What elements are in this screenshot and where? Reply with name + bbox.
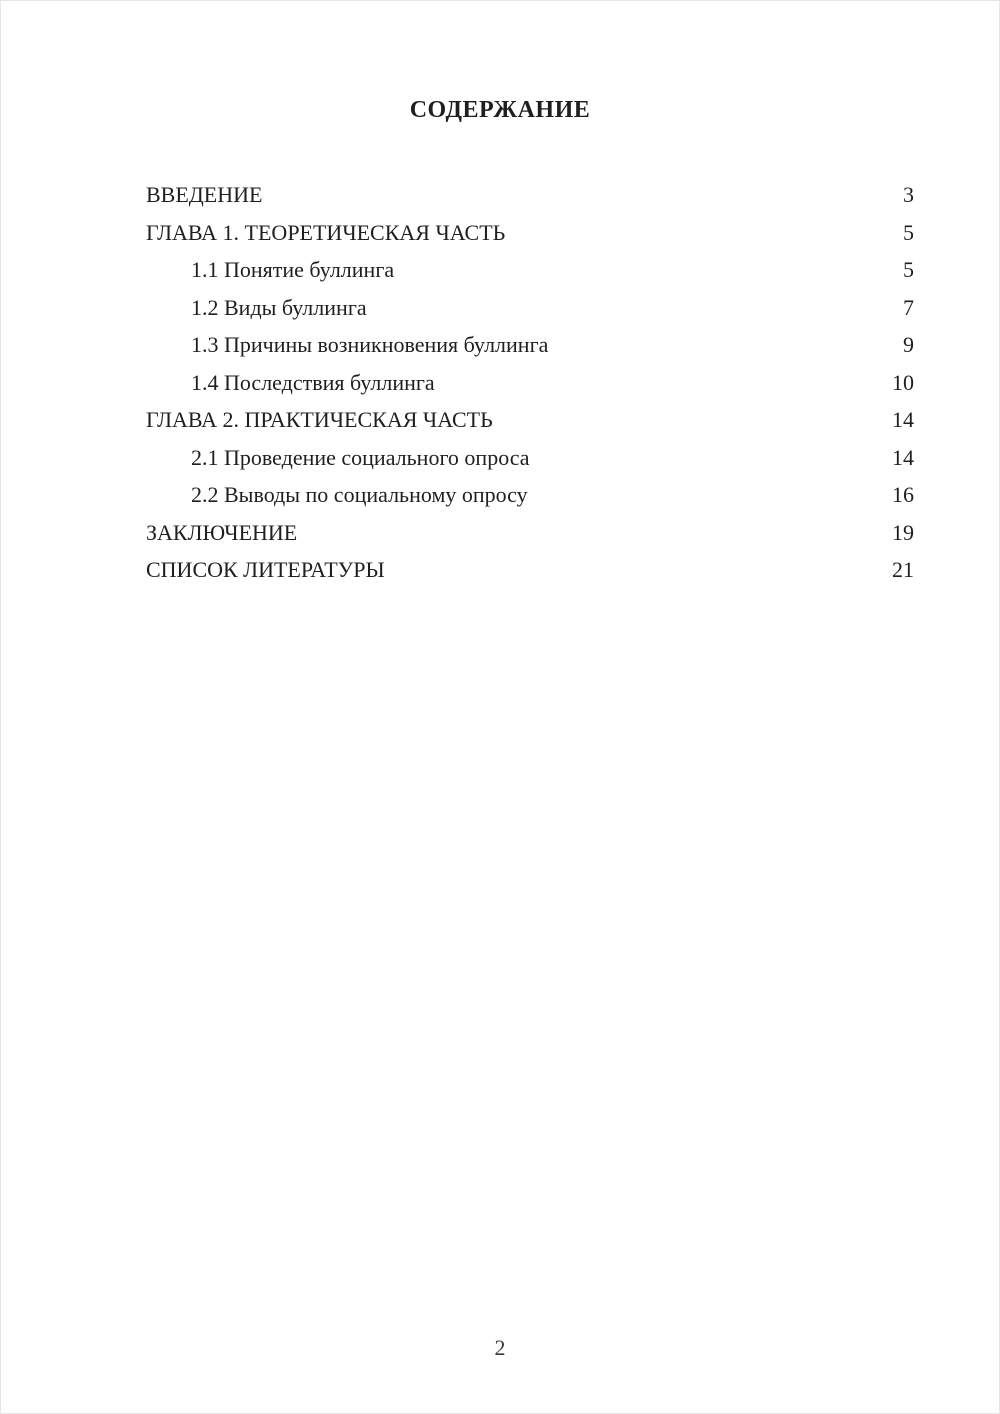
toc-entry-label: 2.2 Выводы по социальному опросу: [191, 482, 528, 507]
toc-entry: [146, 251, 914, 289]
toc-entry: [146, 401, 914, 439]
toc-entry-page: 10: [892, 369, 914, 395]
toc-entry: [146, 439, 914, 477]
toc-entry-page: 3: [903, 182, 914, 207]
toc-entry-page: 9: [903, 332, 914, 357]
table-of-contents: [146, 176, 914, 589]
toc-entry-label: 2.1 Проведение социального опроса: [191, 444, 530, 470]
toc-entry: [146, 514, 914, 552]
page-number: 2: [494, 1335, 506, 1360]
toc-entry-label: ГЛАВА 2. ПРАКТИЧЕСКАЯ ЧАСТЬ: [146, 407, 493, 432]
toc-entry-label: ЗАКЛЮЧЕНИЕ: [146, 519, 298, 545]
toc-entry: [146, 551, 914, 589]
toc-entry-label: ГЛАВА 1. ТЕОРЕТИЧЕСКАЯ ЧАСТЬ: [146, 219, 506, 245]
toc-entry-label: СПИСОК ЛИТЕРАТУРЫ: [146, 557, 385, 582]
toc-entry: [146, 176, 914, 214]
toc-entry-page: 14: [892, 407, 914, 432]
toc-entry-page: 16: [892, 482, 914, 507]
toc-entry-label: 1.3 Причины возникновения буллинга: [191, 332, 549, 357]
toc-entry-label: 1.2 Виды буллинга: [191, 294, 367, 320]
toc-entry-label: ВВЕДЕНИЕ: [146, 182, 263, 207]
toc-entry-page: 21: [892, 557, 914, 582]
toc-entry: [146, 476, 914, 514]
page-title: СОДЕРЖАНИЕ: [409, 97, 591, 123]
toc-entry: [146, 326, 914, 364]
toc-entry-page: 5: [903, 219, 914, 245]
toc-entry-label: 1.1 Понятие буллинга: [191, 257, 395, 282]
toc-entry-page: 5: [903, 257, 914, 282]
toc-entry-page: 19: [892, 519, 914, 545]
toc-entry-page: 14: [892, 444, 914, 470]
toc-entry-page: 7: [903, 294, 914, 320]
toc-entry: [146, 214, 914, 252]
toc-entry: [146, 289, 914, 327]
toc-entry: [146, 364, 914, 402]
toc-entry-label: 1.4 Последствия буллинга: [191, 369, 435, 395]
